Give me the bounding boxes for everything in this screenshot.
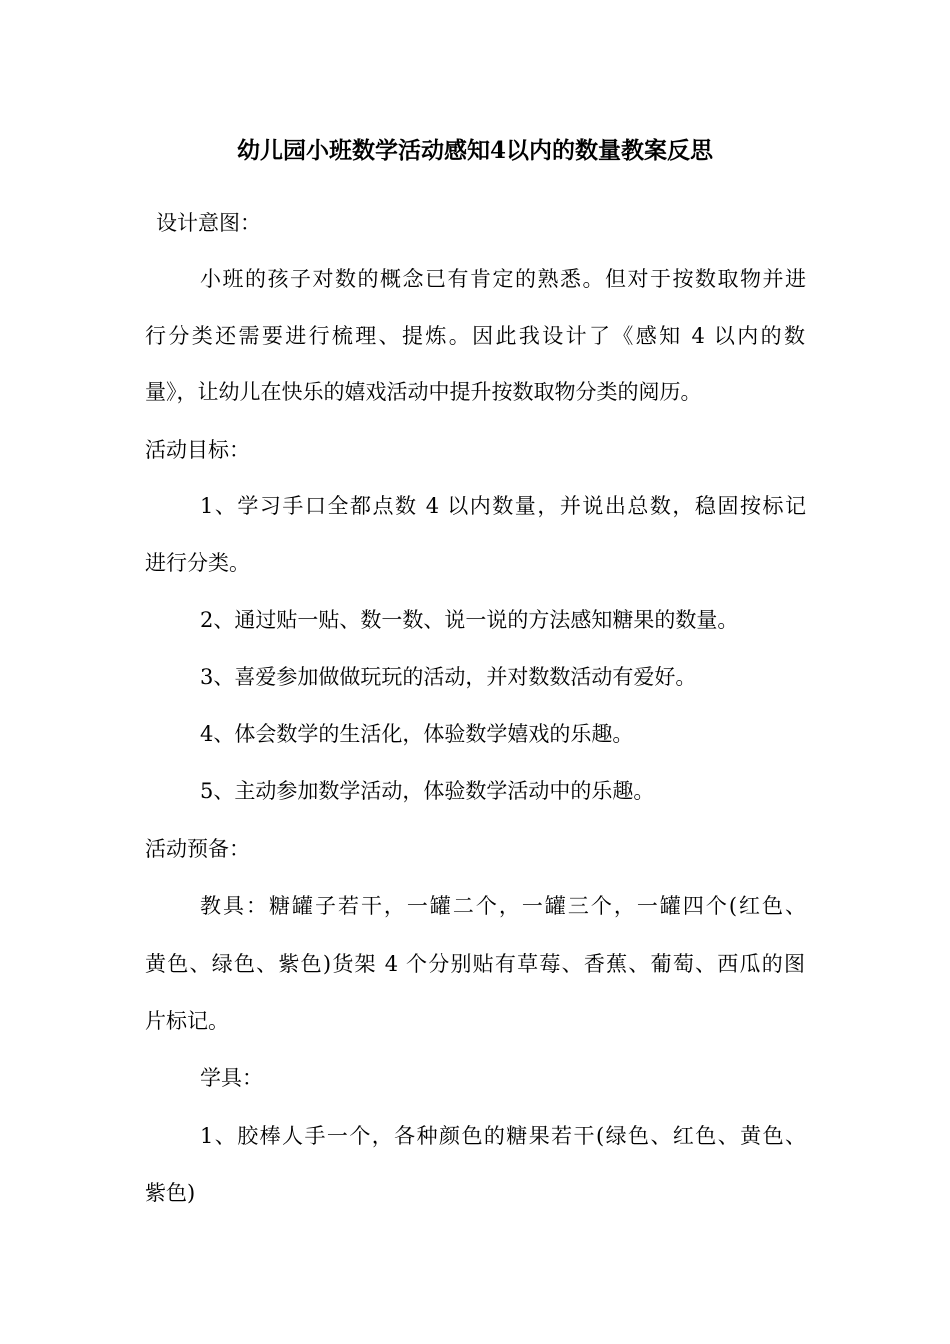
goal-item-5: 5、主动参加数学活动，体验数学活动中的乐趣。: [200, 779, 655, 803]
goal-item-1-line-2: 进行分类。: [145, 551, 250, 575]
goal-item-3: 3、喜爱参加做做玩玩的活动，并对数数活动有爱好。: [200, 665, 697, 689]
goal-item-1-line-1: 1、学习手口全都点数 4 以内数量，并说出总数，稳固按标记: [200, 494, 806, 518]
learning-aids-heading: 学具：: [200, 1066, 263, 1090]
goal-item-2: 2、通过贴一贴、数一数、说一说的方法感知糖果的数量。: [200, 608, 739, 632]
goals-heading: 活动目标：: [145, 438, 250, 462]
document-title: 幼儿园小班数学活动感知4以内的数量教案反思: [236, 137, 713, 164]
teaching-aids-line-1: 教具：糖罐子若干，一罐二个，一罐三个，一罐四个(红色、: [200, 894, 806, 918]
design-intent-line-1: 小班的孩子对数的概念已有肯定的熟悉。但对于按数取物并进: [200, 267, 806, 291]
design-intent-heading: 设计意图：: [156, 211, 261, 235]
design-intent-line-3: 量》，让幼儿在快乐的嬉戏活动中提升按数取物分类的阅历。: [145, 380, 702, 404]
teaching-aids-line-2: 黄色、绿色、紫色)货架 4 个分别贴有草莓、香蕉、葡萄、西瓜的图: [145, 952, 805, 976]
teaching-aids-line-3: 片标记。: [145, 1009, 229, 1033]
learning-item-1-line-1: 1、胶棒人手一个，各种颜色的糖果若干(绿色、红色、黄色、: [200, 1124, 806, 1148]
design-intent-line-2: 行分类还需要进行梳理、提炼。因此我设计了《感知 4 以内的数: [145, 324, 805, 348]
learning-item-1-line-2: 紫色): [145, 1181, 196, 1205]
preparation-heading: 活动预备：: [145, 837, 250, 861]
goal-item-4: 4、体会数学的生活化，体验数学嬉戏的乐趣。: [200, 722, 634, 746]
